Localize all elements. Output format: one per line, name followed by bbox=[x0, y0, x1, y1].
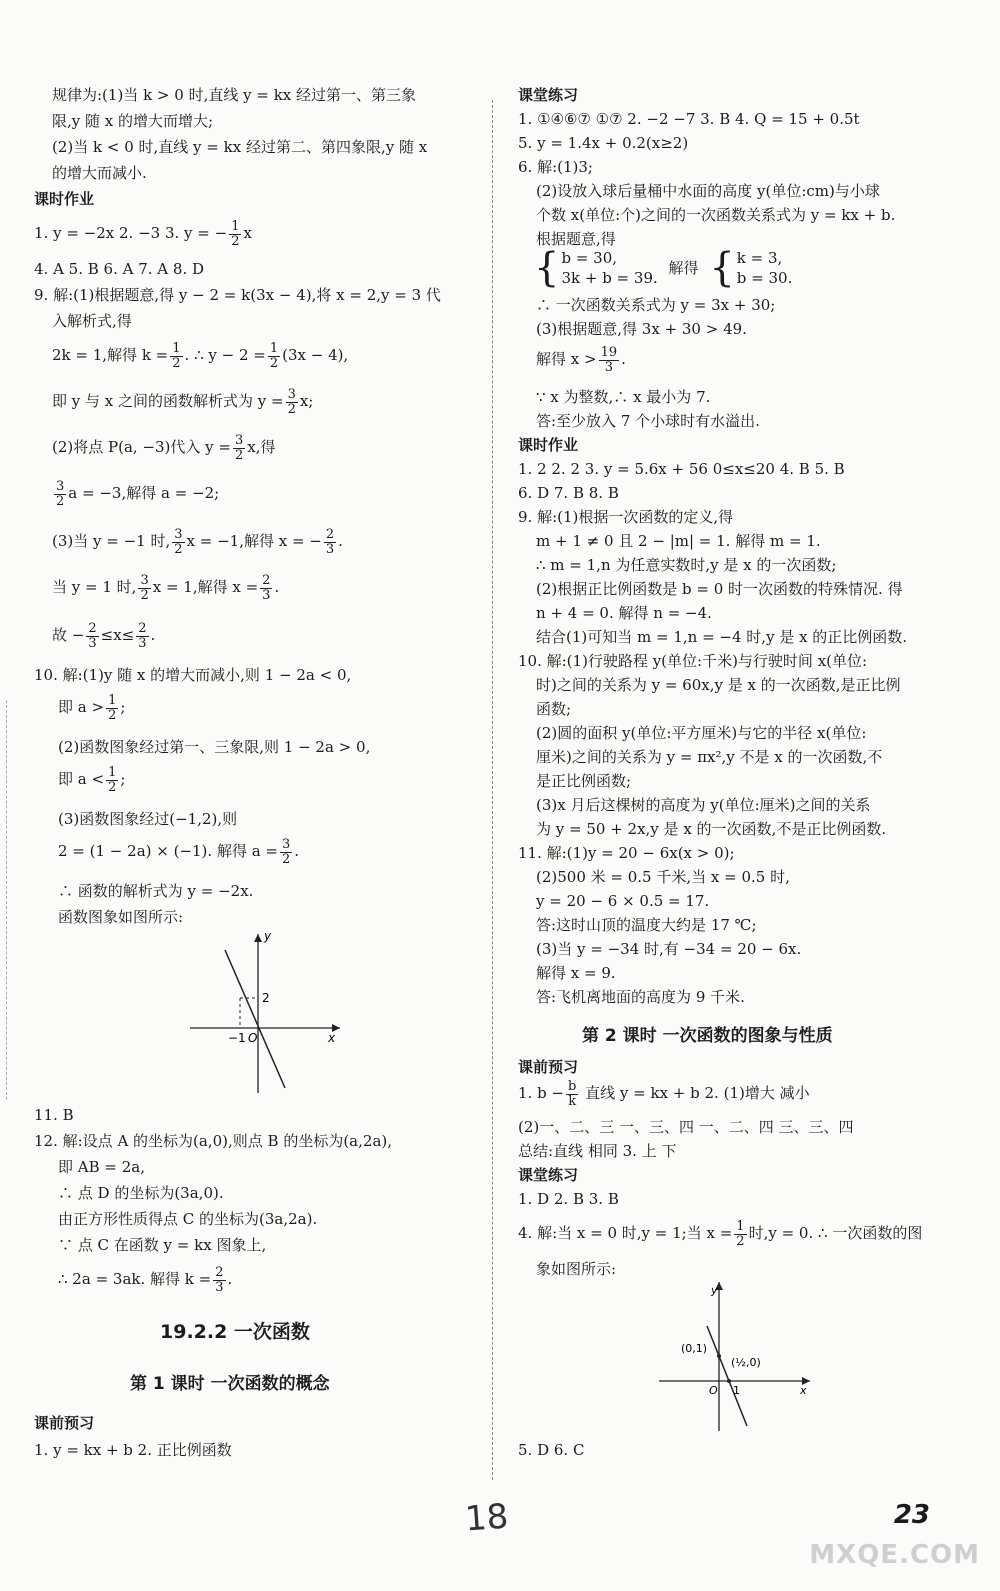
handwritten-number: 18 bbox=[463, 1496, 510, 1540]
math-line: 即 a < $\frac{1}{2}$ ; bbox=[58, 765, 126, 795]
answer-line: ∴ 一次函数关系式为 y = 3x + 30; bbox=[536, 296, 776, 314]
answer-line: m + 1 ≠ 0 且 2 − |m| = 1. 解得 m = 1. bbox=[536, 532, 821, 550]
math-line: 即 y 与 x 之间的函数解析式为 y = $\frac{3}{2}$ x; bbox=[52, 387, 314, 417]
axis-label-x: x bbox=[800, 1384, 807, 1397]
answer-line: 根据题意,得 bbox=[536, 230, 616, 248]
answer-line: 解得 x = 9. bbox=[536, 964, 616, 982]
answer-line: 入解析式,得 bbox=[52, 312, 132, 330]
answer-line: ∴ m = 1,n 为任意实数时,y 是 x 的一次函数; bbox=[536, 556, 837, 574]
graph-y-neg2x bbox=[180, 928, 350, 1098]
answer-line: (2)500 米 = 0.5 千米,当 x = 0.5 时, bbox=[536, 868, 790, 886]
answer-line: 答:至少放入 7 个小球时有水溢出. bbox=[536, 412, 760, 430]
answer-line: ∵ x 为整数,∴ x 最小为 7. bbox=[536, 388, 711, 406]
answer-line: 9. 解:(1)根据题意,得 y − 2 = k(3x − 4),将 x = 2,y = 3 代 bbox=[34, 286, 441, 304]
answer-line: ∴ 函数的解析式为 y = −2x. bbox=[58, 882, 254, 900]
math-line: (3)当 y = −1 时, $\frac{3}{2}$ x = −1,解得 x = − $\frac{2}{3}$ . bbox=[52, 527, 343, 557]
equation-system: { b = 30, 3k + b = 39. 解得 { k = 3, b = 30. bbox=[534, 245, 793, 292]
axis-label-y: y bbox=[264, 929, 272, 943]
answer-line: 6. 解:(1)3; bbox=[518, 158, 593, 176]
math-line: 1. b − $\frac{b}{k}$ 直线 y = kx + b 2. (1)增大 减小 bbox=[518, 1079, 810, 1109]
math-line: 2 = (1 − 2a) × (−1). 解得 a = $\frac{3}{2}$ . bbox=[58, 837, 300, 867]
answer-line: 1. y = −2x 2. −3 3. y = − $\frac{1}{2}$ x bbox=[34, 219, 252, 249]
math-line: 解得 x > $\frac{19}{3}$ . bbox=[536, 345, 626, 375]
lesson-title: 第 1 课时 一次函数的概念 bbox=[130, 1374, 330, 1394]
math-line: $\frac{3}{2}$ a = −3,解得 a = −2; bbox=[56, 479, 220, 509]
homework-heading: 课时作业 bbox=[518, 436, 579, 454]
tick-label: −1 bbox=[228, 1031, 246, 1045]
watermark: MXQE.COM bbox=[809, 1540, 980, 1570]
answer-line: (3)x 月后这棵树的高度为 y(单位:厘米)之间的关系 bbox=[536, 796, 871, 814]
preview-heading: 课前预习 bbox=[518, 1058, 579, 1076]
answer-line: 12. 解:设点 A 的坐标为(a,0),则点 B 的坐标为(a,2a), bbox=[34, 1132, 393, 1150]
classwork-heading: 课堂练习 bbox=[518, 1166, 579, 1184]
answer-line: 11. B bbox=[34, 1106, 74, 1124]
math-line: 故 − $\frac{2}{3}$ ≤x≤ $\frac{2}{3}$ . bbox=[52, 621, 156, 651]
math-line: 4. 解:当 x = 0 时,y = 1;当 x = $\frac{1}{2}$ 时,y = 0. ∴ 一次函数的图 bbox=[518, 1219, 923, 1249]
section-title: 19.2.2 一次函数 bbox=[160, 1321, 310, 1343]
intro-line: 规律为:(1)当 k > 0 时,直线 y = kx 经过第一、第三象 bbox=[52, 86, 417, 104]
answer-line: 象如图所示: bbox=[536, 1260, 617, 1278]
answer-line: n + 4 = 0. 解得 n = −4. bbox=[536, 604, 712, 622]
preview-heading: 课前预习 bbox=[34, 1414, 95, 1432]
math-line: 2k = 1,解得 k = $\frac{1}{2}$ . ∴ y − 2 = $\frac{1}{2}$ (3x − 4), bbox=[52, 341, 349, 371]
origin-label: O bbox=[248, 1031, 258, 1045]
answer-line: 答:这时山顶的温度大约是 17 ℃; bbox=[536, 916, 757, 934]
math-line: (2)将点 P(a, −3)代入 y = $\frac{3}{2}$ x,得 bbox=[52, 433, 276, 463]
answer-line: 答:飞机离地面的高度为 9 千米. bbox=[536, 988, 745, 1006]
answer-line: 厘米)之间的关系为 y = πx²,y 不是 x 的一次函数,不 bbox=[536, 748, 883, 766]
answer-line: 为 y = 50 + 2x,y 是 x 的一次函数,不是正比例函数. bbox=[536, 820, 887, 838]
origin-label: O bbox=[709, 1384, 718, 1397]
answer-line: 6. D 7. B 8. B bbox=[518, 484, 619, 502]
answer-line: 1. 2 2. 2 3. y = 5.6x + 56 0≤x≤20 4. B 5. B bbox=[518, 460, 845, 478]
tick-label: 2 bbox=[262, 991, 270, 1005]
answer-line: 9. 解:(1)根据一次函数的定义,得 bbox=[518, 508, 734, 526]
homework-heading: 课时作业 bbox=[34, 190, 95, 208]
answer-line: 10. 解:(1)y 随 x 的增大而减小,则 1 − 2a < 0, bbox=[34, 666, 352, 684]
answer-line: ∴ 点 D 的坐标为(3a,0). bbox=[58, 1184, 224, 1202]
answer-line: 是正比例函数; bbox=[536, 772, 632, 790]
answer-line: (2)函数图象经过第一、三象限,则 1 − 2a > 0, bbox=[58, 738, 371, 756]
point-label: (0,1) bbox=[681, 1342, 708, 1355]
math-line: ∴ 2a = 3ak. 解得 k = $\frac{2}{3}$ . bbox=[58, 1265, 233, 1295]
math-line: 当 y = 1 时, $\frac{3}{2}$ x = 1,解得 x = $\frac{2}{3}$ . bbox=[52, 573, 280, 603]
answer-line: 1. y = kx + b 2. 正比例函数 bbox=[34, 1441, 232, 1459]
answer-line: 1. ①④⑥⑦ ①⑦ 2. −2 −7 3. B 4. Q = 15 + 0.5t bbox=[518, 110, 860, 128]
answer-line: 4. A 5. B 6. A 7. A 8. D bbox=[34, 260, 205, 278]
answer-line: (2)设放入球后量桶中水面的高度 y(单位:cm)与小球 bbox=[536, 182, 880, 200]
answer-line: ∵ 点 C 在函数 y = kx 图象上, bbox=[58, 1236, 267, 1254]
answer-line: 总结:直线 相同 3. 上 下 bbox=[518, 1142, 677, 1160]
answer-line: 5. D 6. C bbox=[518, 1441, 585, 1459]
answer-line: 10. 解:(1)行驶路程 y(单位:千米)与行驶时间 x(单位: bbox=[518, 652, 868, 670]
answer-line: 5. y = 1.4x + 0.2(x≥2) bbox=[518, 134, 689, 152]
axis-label-y: y bbox=[711, 1284, 718, 1297]
answer-line: 即 AB = 2a, bbox=[58, 1158, 145, 1176]
cut-line bbox=[6, 700, 7, 1100]
classwork-heading: 课堂练习 bbox=[518, 86, 579, 104]
answer-line: 函数; bbox=[536, 700, 572, 718]
graph-y-neg2x-plus1 bbox=[655, 1276, 815, 1436]
answer-line: 个数 x(单位:个)之间的一次函数关系式为 y = kx + b. bbox=[536, 206, 896, 224]
answer-line: (3)函数图象经过(−1,2),则 bbox=[58, 810, 238, 828]
intro-line: (2)当 k < 0 时,直线 y = kx 经过第二、第四象限,y 随 x bbox=[52, 138, 428, 156]
answer-line: (3)当 y = −34 时,有 −34 = 20 − 6x. bbox=[536, 940, 802, 958]
answer-line: 函数图象如图所示: bbox=[58, 908, 184, 926]
point-label: (½,0) bbox=[731, 1356, 761, 1369]
axis-label-x: x bbox=[328, 1031, 336, 1045]
answer-line: (3)根据题意,得 3x + 30 > 49. bbox=[536, 320, 747, 338]
tick-label: 1 bbox=[733, 1384, 740, 1397]
intro-line: 的增大而减小. bbox=[52, 164, 147, 182]
answer-line: 1. D 2. B 3. B bbox=[518, 1190, 619, 1208]
column-divider bbox=[492, 100, 493, 1480]
lesson-title: 第 2 课时 一次函数的图象与性质 bbox=[582, 1026, 833, 1046]
intro-line: 限,y 随 x 的增大而增大; bbox=[52, 112, 214, 130]
answer-line: 时)之间的关系为 y = 60x,y 是 x 的一次函数,是正比例 bbox=[536, 676, 901, 694]
answer-line: 结合(1)可知当 m = 1,n = −4 时,y 是 x 的正比例函数. bbox=[536, 628, 908, 646]
answer-line: (2)一、二、三 一、三、四 一、二、四 三、三、四 bbox=[518, 1118, 854, 1136]
page-number: 23 bbox=[893, 1500, 930, 1530]
answer-line: (2)根据正比例函数是 b = 0 时一次函数的特殊情况. 得 bbox=[536, 580, 903, 598]
answer-line: (2)圆的面积 y(单位:平方厘米)与它的半径 x(单位: bbox=[536, 724, 867, 742]
answer-line: y = 20 − 6 × 0.5 = 17. bbox=[536, 892, 710, 910]
answer-line: 11. 解:(1)y = 20 − 6x(x > 0); bbox=[518, 844, 735, 862]
math-line: 即 a > $\frac{1}{2}$ ; bbox=[58, 693, 126, 723]
answer-line: 由正方形性质得点 C 的坐标为(3a,2a). bbox=[58, 1210, 318, 1228]
